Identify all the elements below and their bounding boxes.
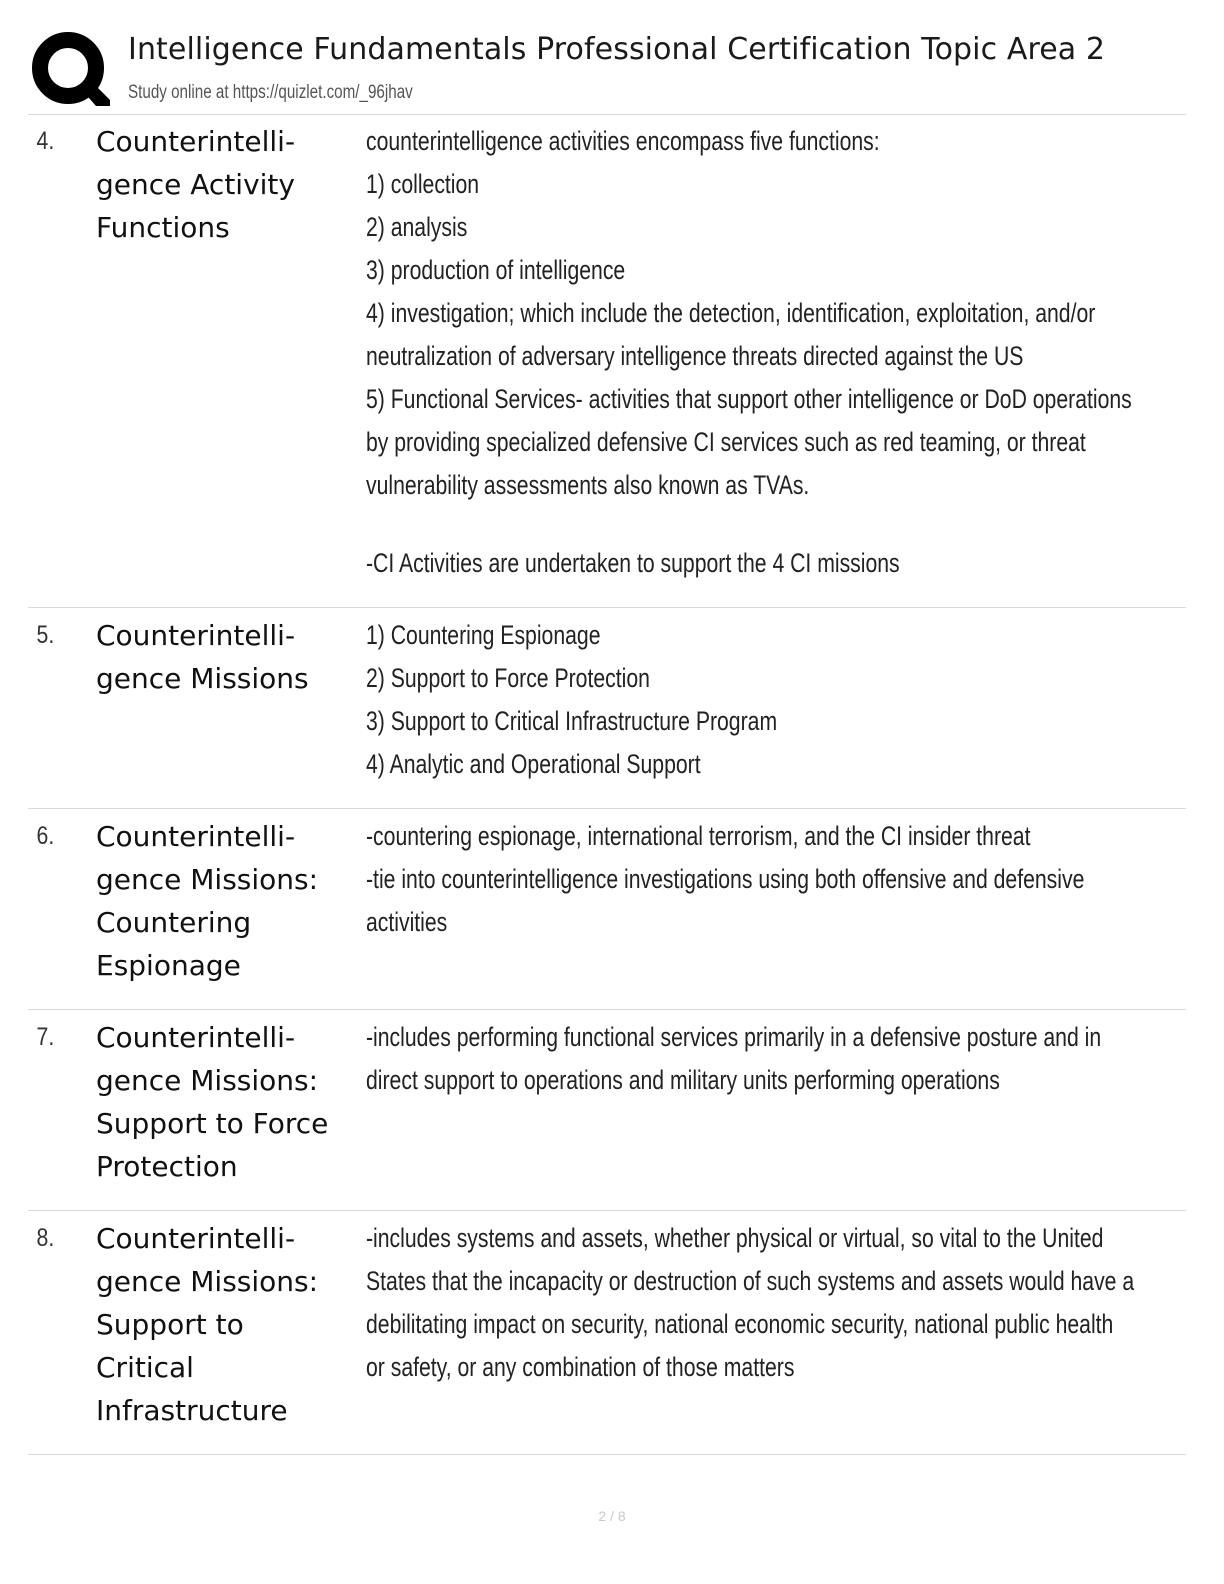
definition-line: 2) analysis <box>366 212 468 242</box>
definition-line: 4) Analytic and Operational Support <box>366 749 701 779</box>
term-number: 4. <box>36 127 55 155</box>
definition-spacer <box>366 507 1224 542</box>
term-number: 7. <box>36 1023 55 1051</box>
term-name <box>96 614 366 786</box>
term-definition <box>366 614 1186 786</box>
definition-line: debilitating impact on security, national economic security, national public health <box>366 1309 1114 1339</box>
term-definition <box>366 1016 1224 1188</box>
definition-line: -includes performing functional services primarily in a defensive posture and in <box>366 1022 1102 1052</box>
definition-line: 1) Countering Espionage <box>366 620 601 650</box>
term-definition <box>366 815 1224 987</box>
term-row <box>28 114 1186 608</box>
term-name-line: Critical <box>96 1351 194 1384</box>
definition-line: States that the incapacity or destruction of such systems and assets would have a <box>366 1266 1135 1296</box>
term-name <box>96 815 366 987</box>
page-number: 2 / 8 <box>598 1508 626 1524</box>
term-name-line: gence Missions: <box>96 1265 319 1298</box>
term-name-line: Counterintelli- <box>96 619 296 652</box>
term-name <box>96 1016 366 1188</box>
term-number: 8. <box>36 1224 55 1252</box>
definition-line: 2) Support to Force Protection <box>366 663 650 693</box>
term-name-line: Espionage <box>96 949 241 982</box>
term-definition <box>366 120 1224 585</box>
term-number: 5. <box>36 621 55 649</box>
definition-line: -countering espionage, international terrorism, and the CI insider threat <box>366 821 1031 851</box>
term-name-line: Support to Force <box>96 1107 329 1140</box>
definition-line: or safety, or any combination of those matters <box>366 1352 795 1382</box>
term-name-line: Countering <box>96 906 252 939</box>
term-row <box>28 809 1186 1010</box>
term-definition <box>366 1217 1224 1432</box>
definition-line: vulnerability assessments also known as TVAs. <box>366 470 810 500</box>
definition-line: -tie into counterintelligence investigations using both offensive and defensive <box>366 864 1085 894</box>
definition-line: activities <box>366 907 448 937</box>
definition-line: 3) production of intelligence <box>366 255 626 285</box>
term-name-line: Counterintelli- <box>96 820 296 853</box>
definition-line: -CI Activities are undertaken to support the 4 CI missions <box>366 548 900 578</box>
term-row <box>28 608 1186 809</box>
definition-line: 3) Support to Critical Infrastructure Program <box>366 706 778 736</box>
definition-line: -includes systems and assets, whether physical or virtual, so vital to the United <box>366 1223 1104 1253</box>
definition-line: direct support to operations and military units performing operations <box>366 1065 1000 1095</box>
term-row <box>28 1211 1186 1455</box>
term-name <box>96 120 366 585</box>
term-name-line: Counterintelli- <box>96 1222 296 1255</box>
term-name-line: Counterintelli- <box>96 125 296 158</box>
definition-line: 4) investigation; which include the detection, identification, exploitation, and/or <box>366 298 1096 328</box>
terms-list <box>28 114 1186 1455</box>
term-name-line: gence Missions: <box>96 863 319 896</box>
definition-line: neutralization of adversary intelligence threats directed against the US <box>366 341 1024 371</box>
definition-line: 5) Functional Services- activities that support other intelligence or DoD operations <box>366 384 1132 414</box>
definition-line: 1) collection <box>366 169 480 199</box>
term-name-line: Protection <box>96 1150 238 1183</box>
term-name-line: gence Missions <box>96 662 309 695</box>
term-name-line: Support to <box>96 1308 244 1341</box>
study-online-link[interactable]: Study online at https://quizlet.com/_96jhav <box>128 82 413 103</box>
quizlet-logo-icon <box>30 30 110 110</box>
term-row <box>28 1010 1186 1211</box>
document-header <box>28 28 1186 115</box>
term-name-line: Functions <box>96 211 230 244</box>
term-name-line: gence Activity <box>96 168 295 201</box>
definition-line: by providing specialized defensive CI services such as red teaming, or threat <box>366 427 1086 457</box>
term-name-line: gence Missions: <box>96 1064 319 1097</box>
definition-line: counterintelligence activities encompass five functions: <box>366 126 880 156</box>
term-name-line: Infrastructure <box>96 1394 288 1427</box>
term-number: 6. <box>36 822 55 850</box>
term-name <box>96 1217 366 1432</box>
term-name-line: Counterintelli- <box>96 1021 296 1054</box>
document-title: Intelligence Fundamentals Professional Certification Topic Area 2 <box>128 32 1106 67</box>
